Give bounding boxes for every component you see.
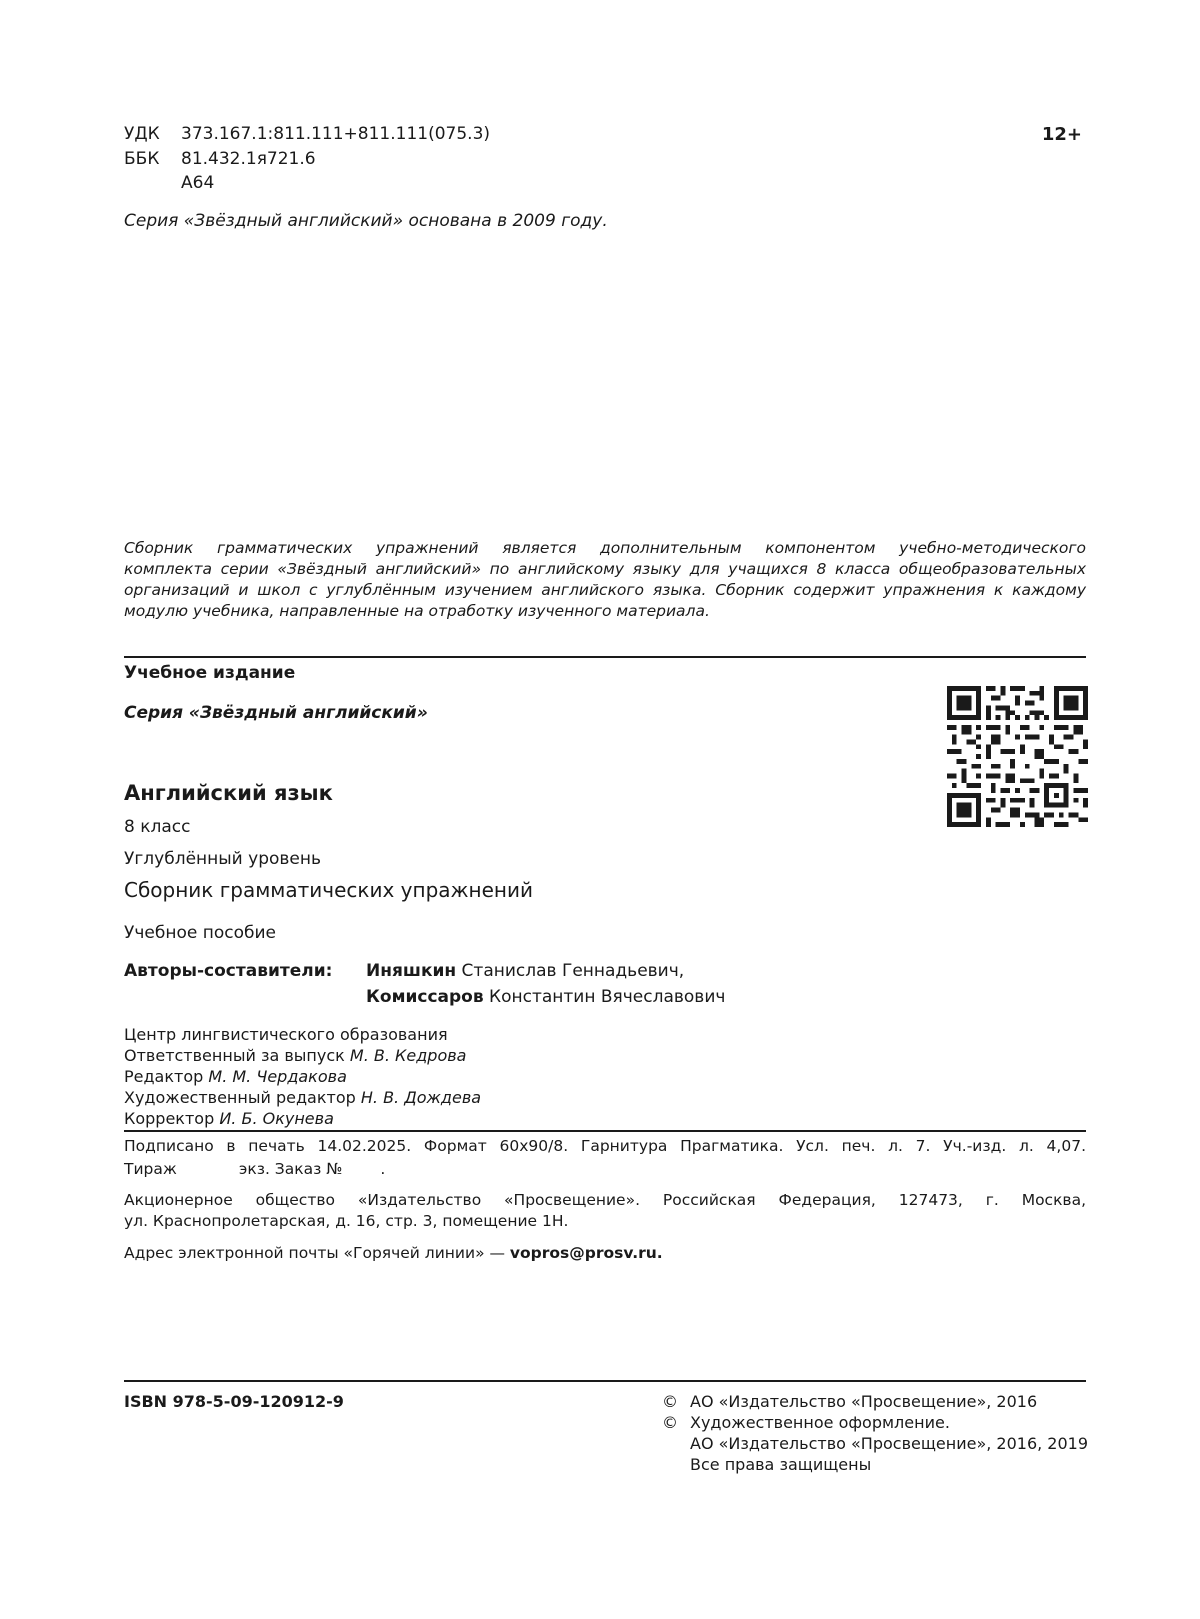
credits-editor [124,1066,347,1087]
annotation-line: комплекта серии «Звёздный английский» по английскому языку для учащихся 8 класса общеобразовательных [124,560,1086,578]
copyright-line: Художественное оформление. [690,1413,950,1432]
section-divider-imprint [124,1130,1086,1132]
publisher-line: ул. Краснопролетарская, д. 16, стр. 3, помещение 1Н. [124,1212,569,1230]
book-grade: 8 класс [124,817,191,837]
age-rating: 12+ [1041,124,1082,145]
isbn: ISBN 978-5-09-120912-9 [124,1392,344,1411]
annotation-line: модулю учебника, направленные на отработку изученного материала. [124,602,710,620]
edition-type: Учебное издание [124,663,296,683]
copyright-line: АО «Издательство «Просвещение», 2016, 2019 [690,1434,1089,1453]
edition-series: Серия «Звёздный английский» [124,703,428,723]
book-kind: Учебное пособие [124,923,276,943]
qr-code-graphic [947,686,1088,827]
series-note: Серия «Звёздный английский» основана в 2009 году. [124,211,608,231]
credits-name: И. Б. Окунева [219,1109,334,1128]
imprint-signed [124,1136,1086,1157]
copyright-symbol: © [662,1413,678,1432]
udk-value: 373.167.1:811.111+811.111(075.3) [181,124,491,144]
credits-art-editor [124,1087,481,1108]
udk-label: УДК [124,124,160,144]
credits-corrector [124,1108,334,1129]
order-end: . [380,1160,386,1178]
bbk-value: 81.432.1я721.6 [181,149,316,169]
author-given-names: Станислав Геннадьевич, [456,961,685,981]
credits-role: Редактор [124,1067,204,1086]
qr-code [947,686,1088,827]
email-address[interactable]: vopros@prosv.ru. [509,1244,663,1262]
author-line [366,986,725,1008]
annotation [124,538,1086,622]
credits-name: М. М. Чердакова [208,1067,347,1086]
book-title: Английский язык [124,781,333,805]
imprint-publisher [124,1190,1086,1232]
rights-reserved: Все права защищены [690,1455,872,1474]
section-divider-top [124,656,1086,658]
imprint-signed-line: Подписано в печать 14.02.2025. Формат 60x90/8. Гарнитура Прагматика. Усл. печ. л. 7. Уч.-изд. л. 4,07. [124,1137,1086,1155]
copyright-symbol: © [662,1392,678,1411]
credits-role: Художественный редактор [124,1088,356,1107]
book-level: Углублённый уровень [124,849,321,869]
credits-role: Ответственный за выпуск [124,1046,345,1065]
author-surname: Комиссаров [366,987,484,1007]
copies-label: экз. Заказ № [238,1160,343,1178]
author-given-names: Константин Вячеславович [483,987,726,1007]
annotation-line: Сборник грамматических упражнений является дополнительным компонентом учебно-методического [124,539,1086,557]
credits-center: Центр лингвистического образования [124,1025,448,1044]
hotline-email [124,1243,663,1264]
author-line [366,960,684,982]
credits-name: М. В. Кедрова [349,1046,467,1065]
publisher-line: Акционерное общество «Издательство «Просвещение». Российская Федерация, 127473, г. Москва, [124,1191,1086,1209]
email-label: Адрес электронной почты «Горячей линии» — [124,1244,505,1262]
authors-label: Авторы-составители: [124,961,333,981]
credits-name: Н. В. Дождева [360,1088,482,1107]
imprint-print-run [124,1159,385,1180]
author-mark: А64 [181,173,215,193]
annotation-line: организаций и школ с углублённым изучением английского языка. Сборник содержит упражнения к каждому [124,581,1086,599]
credits-role: Корректор [124,1109,215,1128]
bbk-label: ББК [124,149,160,169]
section-divider-footer [124,1380,1086,1382]
copyright-line: АО «Издательство «Просвещение», 2016 [690,1392,1038,1411]
book-subtitle: Сборник грамматических упражнений [124,878,534,902]
print-run-label: Тираж [124,1160,177,1178]
author-surname: Иняшкин [366,961,457,981]
credits-responsible [124,1045,466,1066]
